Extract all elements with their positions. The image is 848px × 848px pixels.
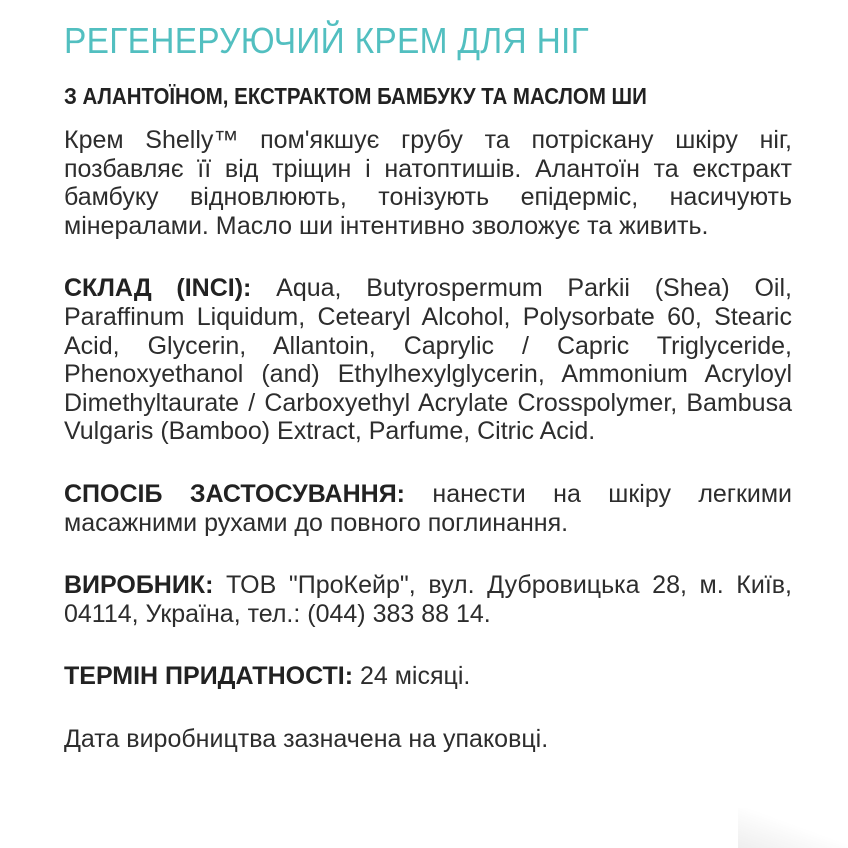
manufacturer-text: ТОВ "ПроКейр", вул. Дубровицька 28, м. Київ, 04114, Україна, тел.: (044) 383 88 14. — [64, 571, 792, 628]
product-description: Крем Shelly™ пом'якшує грубу та потріскану шкіру ніг, позбавляє її від тріщин і натоптишів. Алантоїн та екстракт бамбуку відновлюють, тонізують епідерміс, насичують мінералами. Масло ши інтентивно зволожує та живить. — [64, 126, 792, 240]
production-date-note: Дата виробництва зазначена на упаковці. — [64, 724, 549, 753]
shelf-life-text: 24 місяці. — [353, 662, 471, 691]
shelf-life-section — [64, 662, 792, 691]
shelf-life-label: ТЕРМІН ПРИДАТНОСТІ: — [64, 662, 354, 691]
product-subtitle: З АЛАНТОЇНОМ, ЕКСТРАКТОМ БАМБУКУ ТА МАСЛОМ ШИ — [64, 83, 647, 109]
manufacturer-section — [64, 571, 792, 628]
usage-label: СПОСІБ ЗАСТОСУВАННЯ: — [64, 479, 406, 508]
composition-text: Aqua, Butyrospermum Parkii (Shea) Oil, Paraffinum Liquidum, Cetearyl Alcohol, Polysorbate 60, Stearic Acid, Glycerin, Allantoin, Caprylic / Capric Triglyceride, Phenoxyethanol (and) Ethylhexylglycerin, Ammonium Acryloyl Dimethyltaurate / Carboxyethyl Acrylate Crosspolymer, Bambusa Vulgaris (Bamboo) Extract, Parfume, Citric Acid. — [64, 274, 792, 446]
corner-shadow — [738, 808, 848, 848]
usage-text: нанести на шкіру легкими масажними рухами до повного поглинання. — [64, 479, 793, 537]
composition-section — [64, 274, 792, 446]
manufacturer-label: ВИРОБНИК: — [64, 571, 214, 600]
product-title: РЕГЕНЕРУЮЧИЙ КРЕМ ДЛЯ НІГ — [64, 20, 590, 61]
product-label — [64, 18, 792, 754]
composition-label: СКЛАД (INCI): — [64, 274, 252, 303]
usage-section — [64, 480, 792, 537]
